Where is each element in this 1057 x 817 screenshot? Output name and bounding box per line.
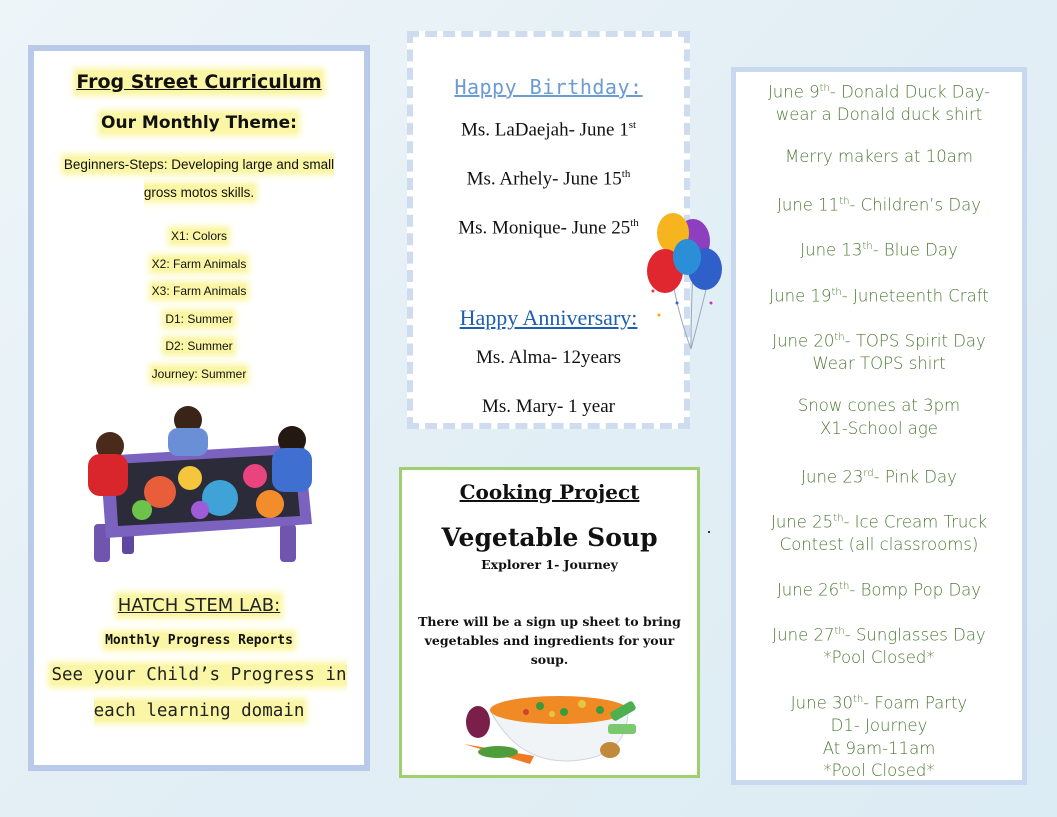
event-line: Snow cones at 3pm [797,396,961,415]
birthday-entry: Ms. Monique- June 25th [458,217,639,239]
curriculum-title: Frog Street Curriculum [76,71,322,93]
event-item [736,463,1022,489]
event-line: June 20th- TOPS Spirit Day [772,331,986,351]
event-line: Wear TOPS shirt [812,354,946,373]
event-item [736,689,1022,783]
event-item [736,576,1022,602]
class-theme-list [34,223,364,389]
event-line: D1- Journey [830,716,928,735]
list-item: X3: Farm Animals [151,284,247,299]
event-line: wear a Donald duck shirt [775,105,983,124]
vegetable-soup-image [460,670,640,768]
event-item [736,621,1022,670]
event-item [736,327,1022,376]
theme-description: Beginners-Steps: Developing large and small gross motos skills. [63,157,335,200]
event-line: At 9am-11am [822,738,936,758]
event-line: Merry makers at 10am [785,147,973,166]
event-line: June 27th- Sunglasses Day [772,625,986,645]
children-activity-table-image [80,406,320,566]
list-item: X2: Farm Animals [151,256,247,271]
event-line: June 23rd- Pink Day [801,467,957,487]
list-item: X1: Colors [170,229,228,243]
event-item [736,236,1022,262]
event-line: June 30th- Foam Party [790,693,968,713]
event-line: June 25th- Ice Cream Truck [770,512,988,532]
cooking-dish: Vegetable Soup [441,523,658,552]
birthday-panel [407,31,690,429]
cooking-project-panel [399,467,700,778]
anniversary-entry: Ms. Alma- 12years [475,347,622,368]
event-line: June 19th- Juneteenth Craft [769,286,989,306]
event-line: *Pool Closed* [823,648,935,667]
birthday-entry: Ms. Arhely- June 15th [466,168,631,190]
event-item [736,508,1022,557]
curriculum-panel [28,45,370,771]
event-line: June 11th- Children’s Day [777,195,981,215]
event-line: June 13th- Blue Day [800,240,958,260]
theme-heading: Our Monthly Theme: [101,113,297,133]
event-item [736,282,1022,308]
event-item [736,395,1022,440]
hatch-subtitle: Monthly Progress Reports [105,633,293,648]
balloons-icon [647,211,723,351]
hatch-stem-lab-title: HATCH STEM LAB: [117,595,281,616]
event-item [736,146,1022,169]
birthday-title: Happy Birthday: [454,75,643,99]
list-item: D2: Summer [165,339,233,354]
event-item [736,191,1022,217]
list-item: D1: Summer [165,311,233,326]
cooking-note: There will be a sign up sheet to bring vegetables and ingredients for your soup. [418,614,681,667]
cooking-group: Explorer 1- Journey [481,557,618,572]
stray-dot [708,531,710,533]
hatch-description: See your Child’s Progress in each learning domain [51,665,347,721]
event-line: June 9th- Donald Duck Day- [767,82,991,102]
event-line: *Pool Closed* [823,761,935,780]
event-line: June 26th- Bomp Pop Day [776,580,982,600]
list-item: Journey: Summer [151,366,247,381]
cooking-title: Cooking Project [459,480,640,504]
june-events-panel [731,67,1027,785]
event-line: X1-School age [820,418,938,438]
event-item [736,78,1022,127]
birthday-entry: Ms. LaDaejah- June 1st [460,119,637,141]
anniversary-entry: Ms. Mary- 1 year [482,396,615,417]
anniversary-title: Happy Anniversary: [459,305,638,330]
event-line: Contest (all classrooms) [779,535,979,554]
